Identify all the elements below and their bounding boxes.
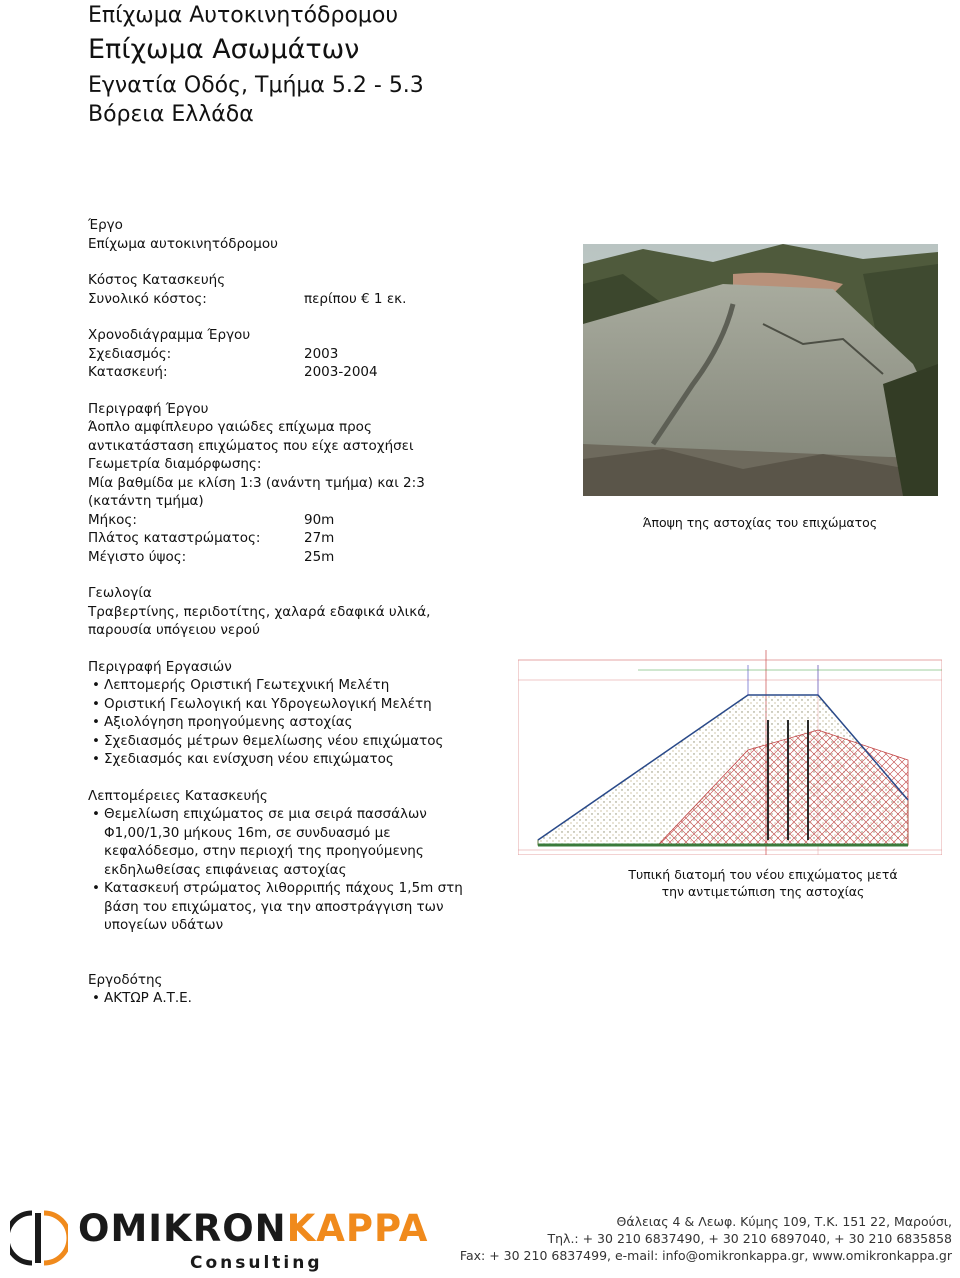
logo-mark-icon bbox=[10, 1209, 68, 1267]
works-item: • Λεπτομερής Οριστική Γεωτεχνική Μελέτη bbox=[88, 676, 478, 695]
cost-value: περίπου € 1 εκ. bbox=[304, 290, 407, 307]
project-title: Έργο bbox=[88, 217, 123, 233]
works-item: • Οριστική Γεωλογική και Υδρογεωλογική Μελέτη bbox=[88, 695, 478, 714]
logo-subtitle: Consulting bbox=[190, 1253, 323, 1273]
cost-row bbox=[88, 290, 478, 309]
construction-label: Κατασκευή: bbox=[88, 364, 168, 380]
construction-row bbox=[88, 363, 478, 382]
project-value: Επίχωμα αυτοκινητόδρομου bbox=[88, 235, 278, 252]
width-row bbox=[88, 529, 478, 548]
width-value: 27m bbox=[304, 530, 335, 546]
header-line1: Επίχωμα Αυτοκινητόδρομου bbox=[88, 3, 399, 28]
header-line4: Βόρεια Ελλάδα bbox=[88, 102, 254, 127]
failure-photo-art bbox=[583, 244, 938, 496]
footer-address: Θάλειας 4 & Λεωφ. Κύμης 109, Τ.Κ. 151 22, Μαρούσι, bbox=[616, 1214, 952, 1229]
design-label: Σχεδιασμός: bbox=[88, 345, 172, 362]
schedule-title: Χρονοδιάγραμμα Έργου bbox=[88, 327, 251, 343]
footer-contact bbox=[430, 1213, 952, 1264]
length-value: 90m bbox=[304, 511, 335, 528]
left-column bbox=[88, 216, 478, 1008]
description-text1: Άοπλο αμφίπλευρο γαιώδες επίχωμα προς αντικατάσταση επιχώματος που είχε αστοχήσει bbox=[88, 419, 414, 454]
section-caption-line1: Τυπική διατομή του νέου επιχώματος μετά bbox=[628, 867, 898, 882]
footer-phones: Τηλ.: + 30 210 6837490, + 30 210 6897040, + 30 210 6835858 bbox=[547, 1231, 952, 1246]
description-title: Περιγραφή Έργου bbox=[88, 400, 209, 417]
description-text2: Γεωμετρία διαμόρφωσης: bbox=[88, 456, 262, 472]
logo-part2: KAPPA bbox=[286, 1207, 429, 1250]
design-row bbox=[88, 345, 478, 364]
section-caption bbox=[618, 866, 908, 900]
works-title: Περιγραφή Εργασιών bbox=[88, 658, 232, 675]
photo-caption: Άποψη της αστοχίας του επιχώματος bbox=[642, 515, 878, 530]
length-row bbox=[88, 511, 478, 530]
geology-title: Γεωλογία bbox=[88, 585, 152, 601]
height-row bbox=[88, 548, 478, 567]
footer bbox=[0, 1203, 960, 1278]
footer-fax-email: Fax: + 30 210 6837499, e-mail: info@omikronkappa.gr, www.omikronkappa.gr bbox=[459, 1248, 952, 1263]
width-label: Πλάτος καταστρώματος: bbox=[88, 530, 261, 546]
logo-part1: OMIKRON bbox=[78, 1207, 287, 1250]
cross-section-art bbox=[518, 650, 942, 855]
failure-photo bbox=[583, 244, 938, 496]
cross-section-drawing bbox=[518, 650, 942, 855]
details-title: Λεπτομέρειες Κατασκευής bbox=[88, 787, 268, 804]
logo-wordmark bbox=[78, 1207, 428, 1250]
works-item: • Σχεδιασμός μέτρων θεμελίωσης νέου επιχώματος bbox=[88, 732, 478, 751]
design-value: 2003 bbox=[304, 345, 339, 362]
header-line2: Επίχωμα Ασωμάτων bbox=[88, 34, 360, 65]
geology-text: Τραβερτίνης, περιδοτίτης, χαλαρά εδαφικά υλικά, παρουσία υπόγειου νερού bbox=[88, 603, 431, 638]
construction-value: 2003-2004 bbox=[304, 364, 378, 380]
header-line3: Εγνατία Οδός, Τμήμα 5.2 - 5.3 bbox=[88, 73, 424, 98]
employer-item: • ΑΚΤΩΡ Α.Τ.Ε. bbox=[88, 989, 478, 1008]
height-value: 25m bbox=[304, 548, 335, 565]
cost-label: Συνολικό κόστος: bbox=[88, 290, 207, 307]
cost-title: Κόστος Κατασκευής bbox=[88, 272, 226, 288]
section-caption-line2: την αντιμετώπιση της αστοχίας bbox=[661, 884, 865, 899]
description-text3: Μία βαθμίδα με κλίση 1:3 (ανάντη τμήμα) και 2:3 (κατάντη τμήμα) bbox=[88, 474, 425, 509]
works-item: • Αξιολόγηση προηγούμενης αστοχίας bbox=[88, 713, 478, 732]
height-label: Μέγιστο ύψος: bbox=[88, 548, 187, 565]
details-item: • Κατασκευή στρώματος λιθορριπής πάχους 1,5m στη βάση του επιχώματος, για την αποστράγγιση των υπογείων υδάτων bbox=[88, 879, 478, 935]
employer-title: Εργοδότης bbox=[88, 971, 163, 988]
details-item: • Θεμελίωση επιχώματος σε μια σειρά πασσάλων Φ1,00/1,30 μήκους 16m, σε συνδυασμό με κεφαλόδεσμο, στην περιοχή της προηγούμενης εκδηλωθείσας επιφάνειας αστοχίας bbox=[88, 805, 478, 879]
length-label: Μήκος: bbox=[88, 511, 137, 528]
works-item: • Σχεδιασμός και ενίσχυση νέου επιχώματος bbox=[88, 750, 478, 769]
